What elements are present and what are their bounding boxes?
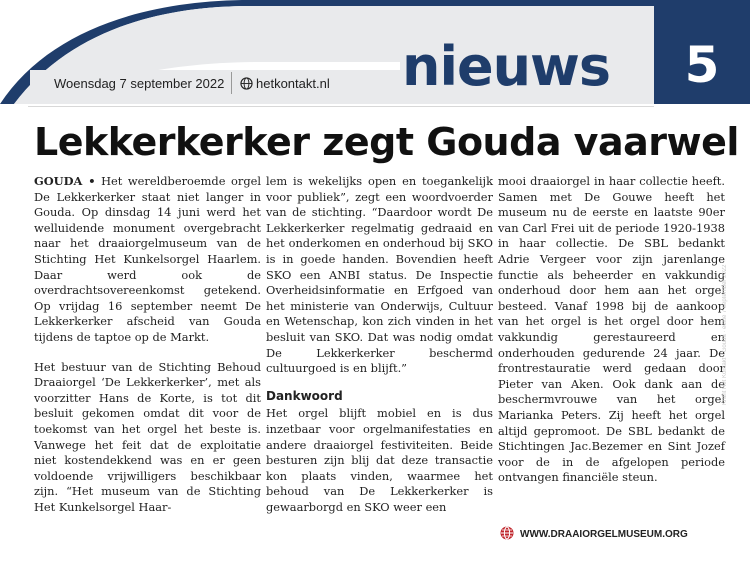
- header-divider: [231, 72, 232, 94]
- article-column-2: [266, 174, 493, 515]
- page-header: [0, 0, 750, 110]
- paragraph-text: Het wereldberoemde orgel De Lekkerkerker staat niet langer in Gouda. Op dinsdag 14 juni werd het welluidende monument overgebracht naar het draaiorgelmuseum van de Stichting Het Kunkelsorgel Haarlem. Daar werd ook de overdrachtsovereenkomst getekend. Op vrijdag 16 september neemt De Lekkerkerker afscheid van Gouda tijdens de taptoe op de Markt.: [34, 174, 262, 344]
- article-headline: Lekkerkerker zegt Gouda vaarwel: [34, 120, 739, 164]
- globe-icon: [240, 77, 253, 90]
- paragraph: Het orgel blijft mobiel en is dus inzetbaar voor orgelmanifestaties en andere draaiorgel festiviteiten. Beide besturen zijn blij dat deze transactie kon plaats vinden, waarmee het behoud van De Lekkerkerker is gewaarborgd en SKO weer een: [266, 406, 493, 514]
- paragraph: Het bestuur van de Stichting Behoud Draaiorgel ‘De Lekkerkerker’, met als voorzitter Hans de Korte, is tot dit besluit gekomen omdat dit voor de toekomst van het orgel het beste is. Vanwege het feit dat de exploitatie niet kostendekkend was en er geen voldoende vrijwilligers beschikbaar zijn. “Het museum van de Stichting Het Kunkelsorgel Haar-: [34, 359, 261, 514]
- header-rule: [28, 106, 654, 107]
- paragraph: mooi draaiorgel in haar collectie heeft. Samen met De Gouwe heeft het museum nu de eerste en laatste 90er van Carl Frei uit de periode 1920-1938 in haar collectie. De SBL bedankt Adrie Vergeer voor zijn jarenlange functie als beheerder en vakkundig onderhoud door hem aan het orgel besteed. Vanaf 1998 bij de aankoop van het orgel is het orgel door hem vakkundig gerestaureerd en onderhouden gedurende 24 jaar. De frontrestauratie werd gedaan door Pieter van Aken. Ook dank aan de beschermvrouwe van het orgel Marianka Peters. Zij heeft het orgel altijd gepromoot. De SBL bedankt de Stichtingen Jac.Bezemer en Sint Jozef voor de in de afgelopen periode ontvangen financiële steun.: [498, 174, 725, 485]
- paragraph: [34, 174, 261, 346]
- museum-website-link[interactable]: [500, 526, 688, 543]
- article-column-3: [498, 174, 725, 486]
- museum-website-text: WWW.DRAAIORGELMUSEUM.ORG: [520, 529, 688, 540]
- dateline: GOUDA •: [34, 174, 96, 188]
- page-number: 5: [684, 36, 720, 94]
- website-text: hetkontakt.nl: [256, 76, 330, 91]
- subheading: Dankwoord: [266, 388, 343, 403]
- section-title: nieuws: [402, 35, 611, 98]
- article-column-1: [34, 174, 261, 515]
- globe-red-icon: [500, 526, 514, 543]
- page-number-box: [654, 0, 750, 104]
- vertical-margin-text: Krant Het Kontakt · Gouda · editie 7 september 2022: [722, 264, 728, 406]
- website-link[interactable]: [240, 76, 330, 91]
- paragraph: lem is wekelijks open en toegankelijk voor publiek”, zegt een woordvoerder van de stichting. “Daardoor wordt De Lekkerkerker regelmatig gedraaid en het onderkomen en onderhoud bij SKO is in goede handen. Bovendien heeft SKO een ANBI status. De Inspectie Overheidsinformatie en Erfgoed van het ministerie van Onderwijs, Cultuur en Wetenschap, kon zich vinden in het besluit van SKO. Dat was nodig omdat De Lekkerkerker beschermd cultuurgoed is en blijft.”: [266, 174, 493, 376]
- issue-date: Woensdag 7 september 2022: [54, 76, 225, 91]
